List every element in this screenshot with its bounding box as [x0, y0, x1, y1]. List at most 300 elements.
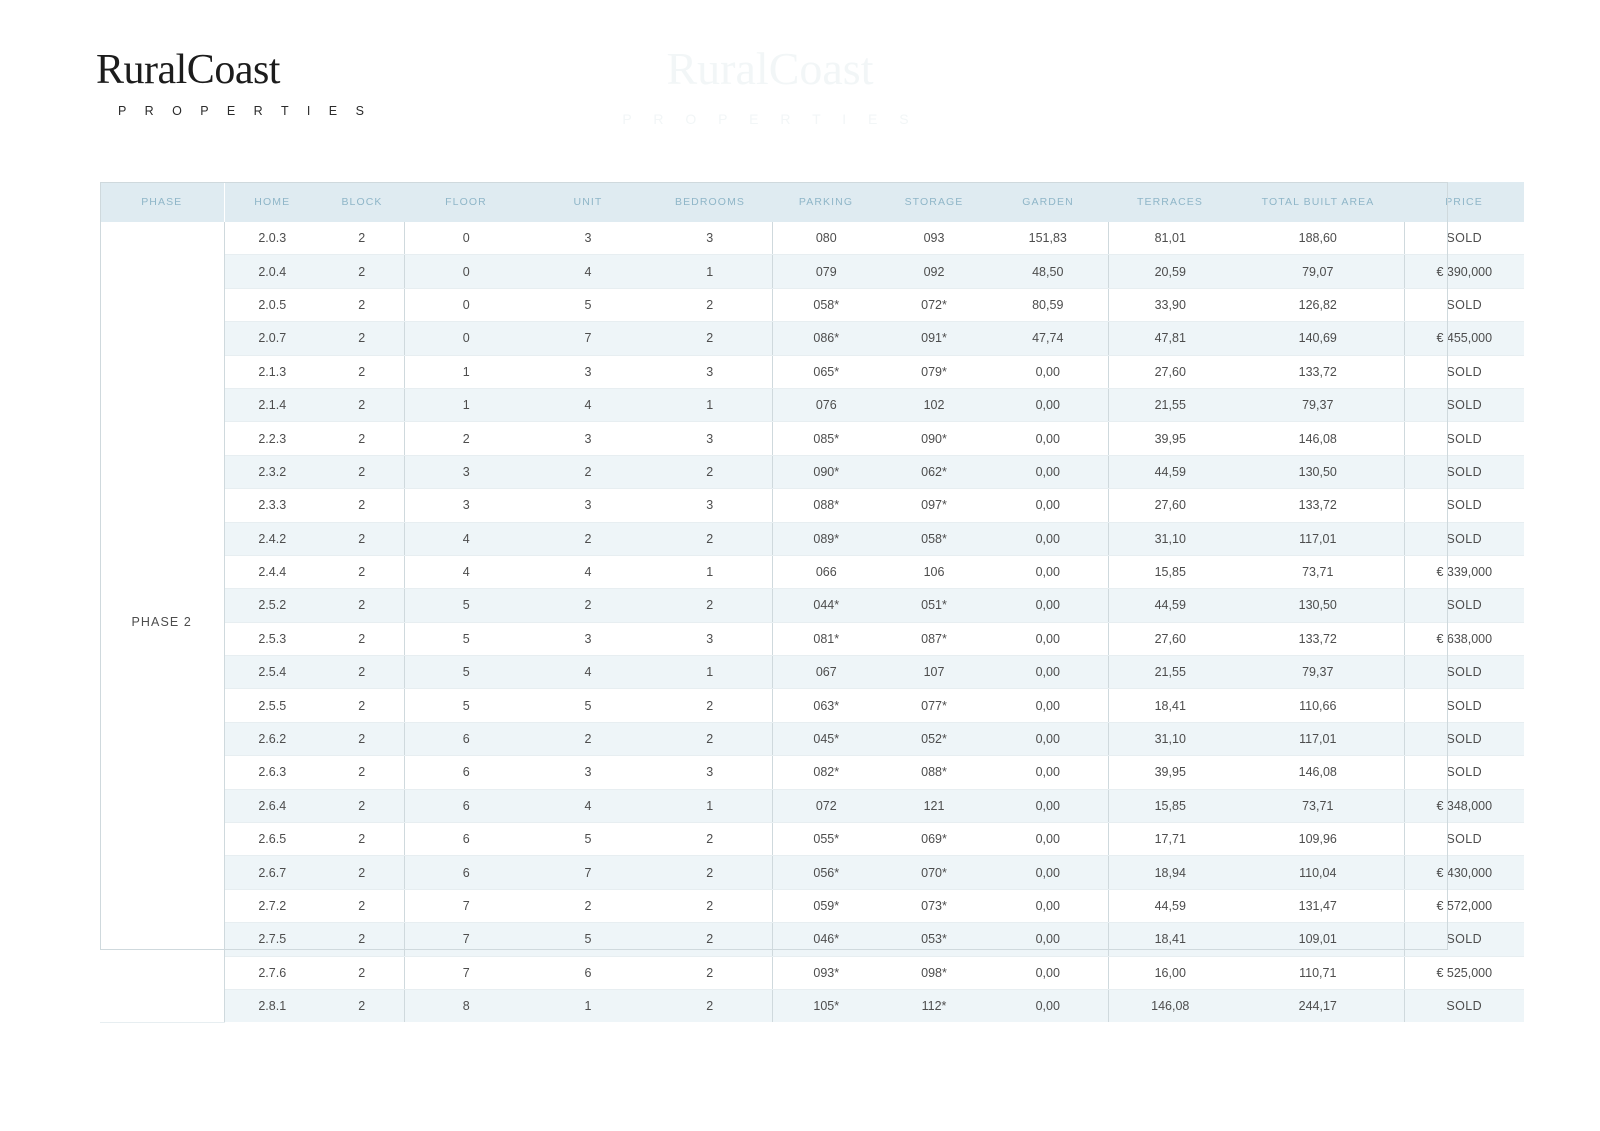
- cell-home: 2.5.3: [224, 622, 320, 655]
- cell-unit: 4: [528, 555, 648, 588]
- cell-parking: 086*: [772, 322, 880, 355]
- column-header-unit: UNIT: [528, 182, 648, 222]
- cell-floor: 4: [404, 555, 528, 588]
- cell-block: 2: [320, 322, 404, 355]
- cell-bedrooms: 2: [648, 956, 772, 989]
- cell-storage: 098*: [880, 956, 988, 989]
- cell-block: 2: [320, 856, 404, 889]
- cell-block: 2: [320, 789, 404, 822]
- table-row: [100, 388, 1524, 421]
- cell-storage: 070*: [880, 856, 988, 889]
- cell-parking: 090*: [772, 455, 880, 488]
- cell-price: SOLD: [1404, 722, 1524, 755]
- cell-home: 2.6.5: [224, 823, 320, 856]
- cell-home: 2.0.4: [224, 255, 320, 288]
- cell-block: 2: [320, 923, 404, 956]
- cell-home: 2.5.5: [224, 689, 320, 722]
- cell-total-built-area: 110,04: [1232, 856, 1404, 889]
- cell-floor: 4: [404, 522, 528, 555]
- cell-garden: 0,00: [988, 856, 1108, 889]
- cell-storage: 093: [880, 222, 988, 255]
- table-row: [100, 956, 1524, 989]
- cell-bedrooms: 1: [648, 656, 772, 689]
- cell-storage: 107: [880, 656, 988, 689]
- cell-price: € 638,000: [1404, 622, 1524, 655]
- cell-terraces: 17,71: [1108, 823, 1232, 856]
- cell-storage: 090*: [880, 422, 988, 455]
- cell-storage: 112*: [880, 989, 988, 1022]
- cell-unit: 4: [528, 656, 648, 689]
- cell-block: 2: [320, 455, 404, 488]
- cell-total-built-area: 131,47: [1232, 889, 1404, 922]
- table-row: [100, 722, 1524, 755]
- cell-bedrooms: 3: [648, 355, 772, 388]
- cell-unit: 1: [528, 989, 648, 1022]
- cell-bedrooms: 2: [648, 288, 772, 321]
- cell-price: SOLD: [1404, 522, 1524, 555]
- cell-parking: 058*: [772, 288, 880, 321]
- cell-garden: 0,00: [988, 689, 1108, 722]
- column-header-terraces: TERRACES: [1108, 182, 1232, 222]
- cell-total-built-area: 188,60: [1232, 222, 1404, 255]
- cell-total-built-area: 244,17: [1232, 989, 1404, 1022]
- cell-storage: 097*: [880, 489, 988, 522]
- column-header-home: HOME: [224, 182, 320, 222]
- cell-total-built-area: 133,72: [1232, 489, 1404, 522]
- cell-price: SOLD: [1404, 355, 1524, 388]
- cell-garden: 0,00: [988, 355, 1108, 388]
- cell-terraces: 146,08: [1108, 989, 1232, 1022]
- column-header-floor: FLOOR: [404, 182, 528, 222]
- cell-floor: 0: [404, 222, 528, 255]
- cell-bedrooms: 3: [648, 489, 772, 522]
- cell-parking: 082*: [772, 756, 880, 789]
- cell-garden: 0,00: [988, 789, 1108, 822]
- cell-home: 2.6.3: [224, 756, 320, 789]
- cell-price: SOLD: [1404, 222, 1524, 255]
- cell-garden: 48,50: [988, 255, 1108, 288]
- cell-garden: 0,00: [988, 889, 1108, 922]
- cell-garden: 80,59: [988, 288, 1108, 321]
- cell-bedrooms: 3: [648, 422, 772, 455]
- cell-parking: 059*: [772, 889, 880, 922]
- cell-garden: 0,00: [988, 489, 1108, 522]
- cell-parking: 105*: [772, 989, 880, 1022]
- cell-block: 2: [320, 722, 404, 755]
- cell-garden: 0,00: [988, 923, 1108, 956]
- cell-home: 2.7.5: [224, 923, 320, 956]
- cell-unit: 2: [528, 589, 648, 622]
- cell-floor: 5: [404, 656, 528, 689]
- cell-total-built-area: 110,66: [1232, 689, 1404, 722]
- cell-terraces: 47,81: [1108, 322, 1232, 355]
- cell-floor: 6: [404, 856, 528, 889]
- cell-price: SOLD: [1404, 589, 1524, 622]
- cell-garden: 0,00: [988, 455, 1108, 488]
- table-row: [100, 856, 1524, 889]
- cell-storage: 053*: [880, 923, 988, 956]
- table-row: [100, 322, 1524, 355]
- cell-block: 2: [320, 589, 404, 622]
- table-row: [100, 455, 1524, 488]
- table-row: [100, 789, 1524, 822]
- cell-bedrooms: 2: [648, 455, 772, 488]
- cell-storage: 087*: [880, 622, 988, 655]
- table-row: [100, 689, 1524, 722]
- table-row: [100, 255, 1524, 288]
- cell-home: 2.0.5: [224, 288, 320, 321]
- cell-unit: 3: [528, 422, 648, 455]
- cell-unit: 5: [528, 288, 648, 321]
- cell-storage: 121: [880, 789, 988, 822]
- cell-floor: 8: [404, 989, 528, 1022]
- cell-terraces: 20,59: [1108, 255, 1232, 288]
- watermark: [560, 44, 980, 127]
- table-body: [100, 222, 1524, 1022]
- cell-total-built-area: 73,71: [1232, 555, 1404, 588]
- cell-garden: 0,00: [988, 555, 1108, 588]
- cell-bedrooms: 1: [648, 555, 772, 588]
- cell-unit: 5: [528, 689, 648, 722]
- cell-garden: 0,00: [988, 422, 1108, 455]
- cell-garden: 47,74: [988, 322, 1108, 355]
- column-header-total-built-area: TOTAL BUILT AREA: [1232, 182, 1404, 222]
- cell-terraces: 31,10: [1108, 722, 1232, 755]
- table-row: [100, 555, 1524, 588]
- cell-price: € 348,000: [1404, 789, 1524, 822]
- cell-home: 2.5.2: [224, 589, 320, 622]
- cell-garden: 0,00: [988, 756, 1108, 789]
- cell-total-built-area: 117,01: [1232, 722, 1404, 755]
- cell-home: 2.2.3: [224, 422, 320, 455]
- cell-storage: 058*: [880, 522, 988, 555]
- column-header-block: BLOCK: [320, 182, 404, 222]
- cell-unit: 3: [528, 622, 648, 655]
- cell-bedrooms: 3: [648, 756, 772, 789]
- cell-garden: 0,00: [988, 722, 1108, 755]
- column-header-storage: STORAGE: [880, 182, 988, 222]
- cell-total-built-area: 130,50: [1232, 455, 1404, 488]
- cell-terraces: 44,59: [1108, 889, 1232, 922]
- cell-total-built-area: 133,72: [1232, 355, 1404, 388]
- cell-total-built-area: 109,96: [1232, 823, 1404, 856]
- availability-table: [100, 182, 1524, 1023]
- column-header-price: PRICE: [1404, 182, 1524, 222]
- cell-bedrooms: 2: [648, 589, 772, 622]
- cell-price: SOLD: [1404, 689, 1524, 722]
- cell-parking: 079: [772, 255, 880, 288]
- cell-unit: 2: [528, 889, 648, 922]
- cell-terraces: 81,01: [1108, 222, 1232, 255]
- table-row: [100, 656, 1524, 689]
- cell-terraces: 16,00: [1108, 956, 1232, 989]
- cell-parking: 044*: [772, 589, 880, 622]
- cell-terraces: 44,59: [1108, 589, 1232, 622]
- cell-block: 2: [320, 222, 404, 255]
- cell-garden: 0,00: [988, 522, 1108, 555]
- cell-terraces: 21,55: [1108, 388, 1232, 421]
- cell-unit: 5: [528, 823, 648, 856]
- cell-garden: 0,00: [988, 388, 1108, 421]
- table-row: [100, 422, 1524, 455]
- cell-storage: 106: [880, 555, 988, 588]
- cell-unit: 2: [528, 722, 648, 755]
- cell-floor: 3: [404, 455, 528, 488]
- cell-floor: 1: [404, 388, 528, 421]
- cell-total-built-area: 73,71: [1232, 789, 1404, 822]
- cell-floor: 0: [404, 322, 528, 355]
- cell-price: SOLD: [1404, 989, 1524, 1022]
- phase-cell: PHASE 2: [100, 222, 224, 1022]
- cell-block: 2: [320, 689, 404, 722]
- cell-parking: 046*: [772, 923, 880, 956]
- column-header-bedrooms: BEDROOMS: [648, 182, 772, 222]
- cell-total-built-area: 130,50: [1232, 589, 1404, 622]
- cell-terraces: 18,41: [1108, 689, 1232, 722]
- cell-terraces: 39,95: [1108, 756, 1232, 789]
- cell-total-built-area: 110,71: [1232, 956, 1404, 989]
- cell-terraces: 18,94: [1108, 856, 1232, 889]
- cell-storage: 077*: [880, 689, 988, 722]
- cell-unit: 3: [528, 756, 648, 789]
- cell-bedrooms: 2: [648, 522, 772, 555]
- cell-parking: 067: [772, 656, 880, 689]
- cell-home: 2.4.4: [224, 555, 320, 588]
- cell-floor: 6: [404, 823, 528, 856]
- cell-parking: 088*: [772, 489, 880, 522]
- cell-price: € 390,000: [1404, 255, 1524, 288]
- cell-unit: 7: [528, 322, 648, 355]
- cell-garden: 0,00: [988, 622, 1108, 655]
- cell-parking: 089*: [772, 522, 880, 555]
- cell-terraces: 27,60: [1108, 489, 1232, 522]
- cell-parking: 055*: [772, 823, 880, 856]
- cell-total-built-area: 146,08: [1232, 422, 1404, 455]
- cell-block: 2: [320, 489, 404, 522]
- table-row: [100, 823, 1524, 856]
- cell-bedrooms: 2: [648, 989, 772, 1022]
- cell-parking: 063*: [772, 689, 880, 722]
- table-header-row: [100, 182, 1524, 222]
- cell-parking: 056*: [772, 856, 880, 889]
- cell-bedrooms: 2: [648, 722, 772, 755]
- cell-parking: 093*: [772, 956, 880, 989]
- table-row: [100, 355, 1524, 388]
- cell-parking: 065*: [772, 355, 880, 388]
- cell-price: SOLD: [1404, 656, 1524, 689]
- table-row: [100, 622, 1524, 655]
- cell-total-built-area: 109,01: [1232, 923, 1404, 956]
- cell-terraces: 27,60: [1108, 622, 1232, 655]
- cell-floor: 5: [404, 689, 528, 722]
- cell-block: 2: [320, 622, 404, 655]
- cell-block: 2: [320, 522, 404, 555]
- cell-block: 2: [320, 255, 404, 288]
- column-header-garden: GARDEN: [988, 182, 1108, 222]
- cell-home: 2.6.7: [224, 856, 320, 889]
- cell-storage: 073*: [880, 889, 988, 922]
- cell-unit: 2: [528, 522, 648, 555]
- table-row: [100, 989, 1524, 1022]
- table-row: [100, 288, 1524, 321]
- cell-parking: 045*: [772, 722, 880, 755]
- cell-floor: 6: [404, 722, 528, 755]
- brand-logo: [96, 48, 371, 118]
- cell-total-built-area: 79,37: [1232, 388, 1404, 421]
- cell-storage: 051*: [880, 589, 988, 622]
- cell-total-built-area: 117,01: [1232, 522, 1404, 555]
- cell-price: € 430,000: [1404, 856, 1524, 889]
- cell-bedrooms: 2: [648, 823, 772, 856]
- cell-block: 2: [320, 956, 404, 989]
- cell-floor: 6: [404, 789, 528, 822]
- cell-unit: 4: [528, 789, 648, 822]
- cell-floor: 2: [404, 422, 528, 455]
- cell-bedrooms: 2: [648, 923, 772, 956]
- cell-floor: 7: [404, 889, 528, 922]
- cell-home: 2.1.3: [224, 355, 320, 388]
- cell-home: 2.1.4: [224, 388, 320, 421]
- watermark-title: RuralCoast: [666, 43, 874, 94]
- cell-terraces: 39,95: [1108, 422, 1232, 455]
- cell-bedrooms: 2: [648, 889, 772, 922]
- cell-home: 2.6.4: [224, 789, 320, 822]
- cell-floor: 0: [404, 255, 528, 288]
- cell-price: € 572,000: [1404, 889, 1524, 922]
- cell-storage: 062*: [880, 455, 988, 488]
- cell-storage: 102: [880, 388, 988, 421]
- cell-price: SOLD: [1404, 923, 1524, 956]
- cell-total-built-area: 126,82: [1232, 288, 1404, 321]
- cell-home: 2.0.3: [224, 222, 320, 255]
- cell-floor: 5: [404, 589, 528, 622]
- cell-terraces: 27,60: [1108, 355, 1232, 388]
- column-header-parking: PARKING: [772, 182, 880, 222]
- cell-unit: 4: [528, 255, 648, 288]
- cell-price: € 525,000: [1404, 956, 1524, 989]
- cell-price: SOLD: [1404, 489, 1524, 522]
- cell-parking: 080: [772, 222, 880, 255]
- cell-price: SOLD: [1404, 388, 1524, 421]
- cell-garden: 0,00: [988, 823, 1108, 856]
- cell-parking: 085*: [772, 422, 880, 455]
- availability-table-wrapper: [100, 182, 1493, 1023]
- cell-block: 2: [320, 388, 404, 421]
- cell-home: 2.7.6: [224, 956, 320, 989]
- cell-price: SOLD: [1404, 823, 1524, 856]
- cell-floor: 1: [404, 355, 528, 388]
- cell-home: 2.0.7: [224, 322, 320, 355]
- cell-unit: 3: [528, 222, 648, 255]
- cell-block: 2: [320, 288, 404, 321]
- cell-bedrooms: 1: [648, 255, 772, 288]
- watermark-subtitle: P R O P E R T I E S: [622, 110, 918, 127]
- cell-unit: 5: [528, 923, 648, 956]
- cell-garden: 0,00: [988, 656, 1108, 689]
- cell-unit: 7: [528, 856, 648, 889]
- cell-parking: 076: [772, 388, 880, 421]
- table-row: [100, 889, 1524, 922]
- table-row: [100, 222, 1524, 255]
- cell-parking: 081*: [772, 622, 880, 655]
- cell-price: € 455,000: [1404, 322, 1524, 355]
- cell-price: SOLD: [1404, 756, 1524, 789]
- column-header-phase: PHASE: [100, 182, 224, 222]
- cell-garden: 0,00: [988, 989, 1108, 1022]
- cell-terraces: 44,59: [1108, 455, 1232, 488]
- cell-storage: 069*: [880, 823, 988, 856]
- cell-storage: 052*: [880, 722, 988, 755]
- cell-bedrooms: 2: [648, 689, 772, 722]
- cell-home: 2.3.3: [224, 489, 320, 522]
- cell-total-built-area: 140,69: [1232, 322, 1404, 355]
- cell-storage: 092: [880, 255, 988, 288]
- cell-home: 2.4.2: [224, 522, 320, 555]
- table-row: [100, 756, 1524, 789]
- cell-block: 2: [320, 756, 404, 789]
- table-row: [100, 923, 1524, 956]
- cell-garden: 0,00: [988, 589, 1108, 622]
- cell-bedrooms: 1: [648, 388, 772, 421]
- cell-bedrooms: 1: [648, 789, 772, 822]
- cell-floor: 0: [404, 288, 528, 321]
- cell-terraces: 21,55: [1108, 656, 1232, 689]
- cell-parking: 066: [772, 555, 880, 588]
- cell-garden: 0,00: [988, 956, 1108, 989]
- cell-block: 2: [320, 555, 404, 588]
- cell-total-built-area: 79,37: [1232, 656, 1404, 689]
- cell-storage: 072*: [880, 288, 988, 321]
- cell-price: SOLD: [1404, 422, 1524, 455]
- cell-terraces: 15,85: [1108, 555, 1232, 588]
- cell-block: 2: [320, 889, 404, 922]
- table-row: [100, 489, 1524, 522]
- cell-storage: 079*: [880, 355, 988, 388]
- cell-unit: 3: [528, 355, 648, 388]
- cell-bedrooms: 3: [648, 622, 772, 655]
- cell-price: € 339,000: [1404, 555, 1524, 588]
- cell-home: 2.7.2: [224, 889, 320, 922]
- cell-floor: 7: [404, 923, 528, 956]
- cell-total-built-area: 79,07: [1232, 255, 1404, 288]
- table-row: [100, 589, 1524, 622]
- cell-unit: 4: [528, 388, 648, 421]
- cell-block: 2: [320, 656, 404, 689]
- cell-terraces: 18,41: [1108, 923, 1232, 956]
- cell-floor: 6: [404, 756, 528, 789]
- cell-unit: 3: [528, 489, 648, 522]
- cell-total-built-area: 133,72: [1232, 622, 1404, 655]
- cell-unit: 2: [528, 455, 648, 488]
- cell-home: 2.6.2: [224, 722, 320, 755]
- cell-price: SOLD: [1404, 288, 1524, 321]
- cell-terraces: 15,85: [1108, 789, 1232, 822]
- cell-bedrooms: 2: [648, 322, 772, 355]
- cell-terraces: 31,10: [1108, 522, 1232, 555]
- cell-floor: 7: [404, 956, 528, 989]
- cell-garden: 151,83: [988, 222, 1108, 255]
- brand-name: RuralCoast: [96, 47, 280, 93]
- cell-home: 2.5.4: [224, 656, 320, 689]
- cell-unit: 6: [528, 956, 648, 989]
- cell-home: 2.8.1: [224, 989, 320, 1022]
- cell-total-built-area: 146,08: [1232, 756, 1404, 789]
- cell-block: 2: [320, 989, 404, 1022]
- cell-block: 2: [320, 422, 404, 455]
- cell-bedrooms: 3: [648, 222, 772, 255]
- cell-floor: 5: [404, 622, 528, 655]
- cell-parking: 072: [772, 789, 880, 822]
